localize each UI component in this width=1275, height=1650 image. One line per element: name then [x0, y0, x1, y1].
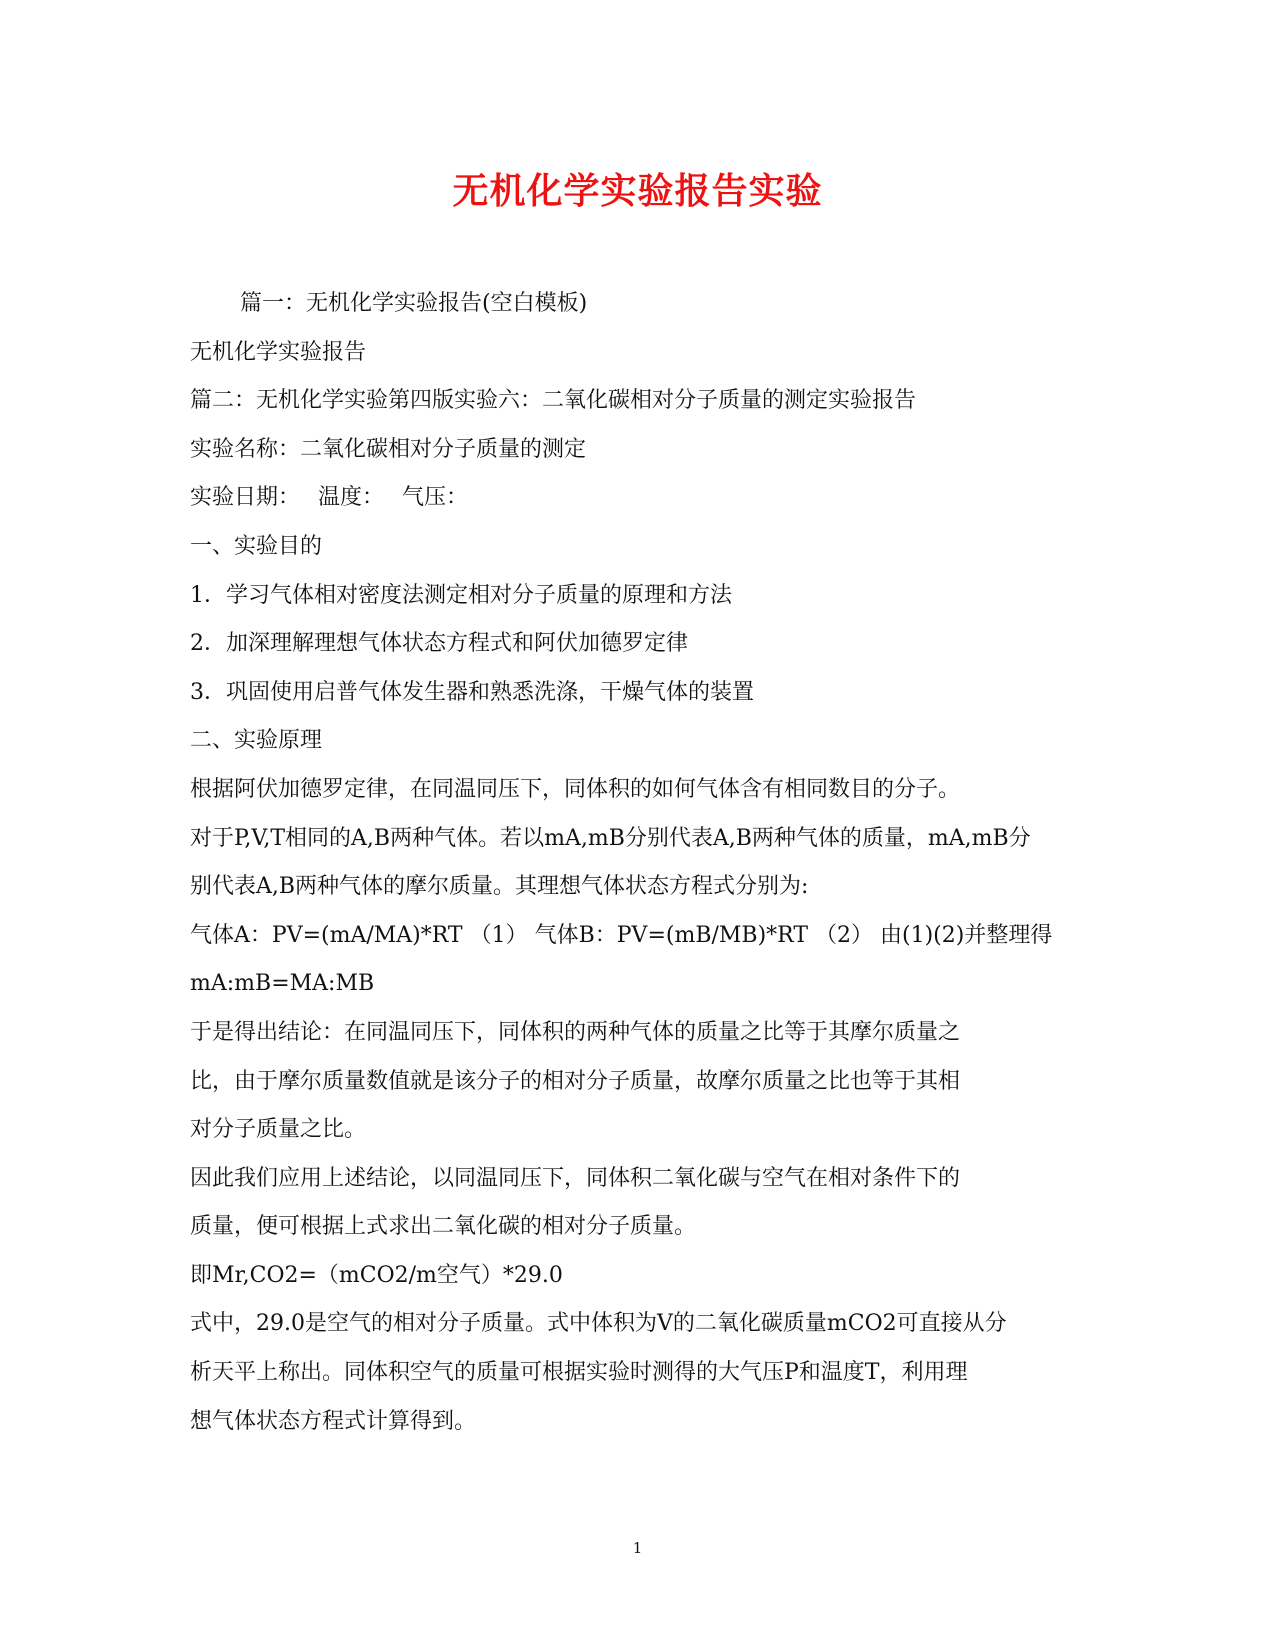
list-item: 1．学习气体相对密度法测定相对分子质量的原理和方法 [190, 582, 732, 608]
paragraph-line: 因此我们应用上述结论，以同温同压下，同体积二氧化碳与空气在相对条件下的 [190, 1165, 961, 1191]
list-item: 2．加深理解理想气体状态方程式和阿伏加德罗定律 [190, 631, 688, 657]
paragraph-line: 于是得出结论：在同温同压下，同体积的两种气体的质量之比等于其摩尔质量之 [190, 1019, 961, 1045]
section-heading: 一、实验目的 [190, 533, 323, 559]
paragraph-line: 篇一：无机化学实验报告(空白模板) [240, 291, 588, 316]
paragraph-line: 析天平上称出。同体积空气的质量可根据实验时测得的大气压P和温度T，利用理 [190, 1360, 968, 1386]
document-title: 无机化学实验报告实验 [452, 170, 823, 212]
equation-line: 气体A：PV=(mA/MA)*RT （1） 气体B：PV=(mB/MB)*RT （2） 由(1)(2)并整理得 [190, 922, 1053, 948]
paragraph-line: 对分子质量之比。 [190, 1117, 367, 1143]
paragraph-line: 对于P,V,T相同的A,B两种气体。若以mA,mB分别代表A,B两种气体的质量，mA,mB分 [190, 825, 1031, 851]
paragraph-line: 实验日期： 温度： 气压： [190, 485, 468, 511]
paragraph-line: 无机化学实验报告 [190, 339, 367, 365]
document-body [190, 280, 1090, 1446]
paragraph-line: 别代表A,B两种气体的摩尔质量。其理想气体状态方程式分别为: [190, 874, 809, 900]
paragraph-line: 想气体状态方程式计算得到。 [190, 1408, 477, 1434]
paragraph-line: 质量，便可根据上式求出二氧化碳的相对分子质量。 [190, 1214, 697, 1240]
page-number: 1 [632, 1539, 643, 1557]
section-heading: 二、实验原理 [190, 728, 323, 754]
paragraph-line: 篇二：无机化学实验第四版实验六：二氧化碳相对分子质量的测定实验报告 [190, 388, 917, 414]
equation-line: mA:mB=MA:MB [190, 971, 375, 997]
paragraph-line: 式中，29.0是空气的相对分子质量。式中体积为V的二氧化碳质量mCO2可直接从分 [190, 1311, 1007, 1337]
paragraph-line: 根据阿伏加德罗定律，在同温同压下，同体积的如何气体含有相同数目的分子。 [190, 776, 961, 802]
list-item: 3．巩固使用启普气体发生器和熟悉洗涤，干燥气体的装置 [190, 679, 754, 705]
paragraph-line: 比，由于摩尔质量数值就是该分子的相对分子质量，故摩尔质量之比也等于其相 [190, 1068, 961, 1094]
equation-line: 即Mr,CO2=（mCO2/m空气）*29.0 [190, 1262, 563, 1288]
paragraph-line: 实验名称：二氧化碳相对分子质量的测定 [190, 436, 587, 462]
